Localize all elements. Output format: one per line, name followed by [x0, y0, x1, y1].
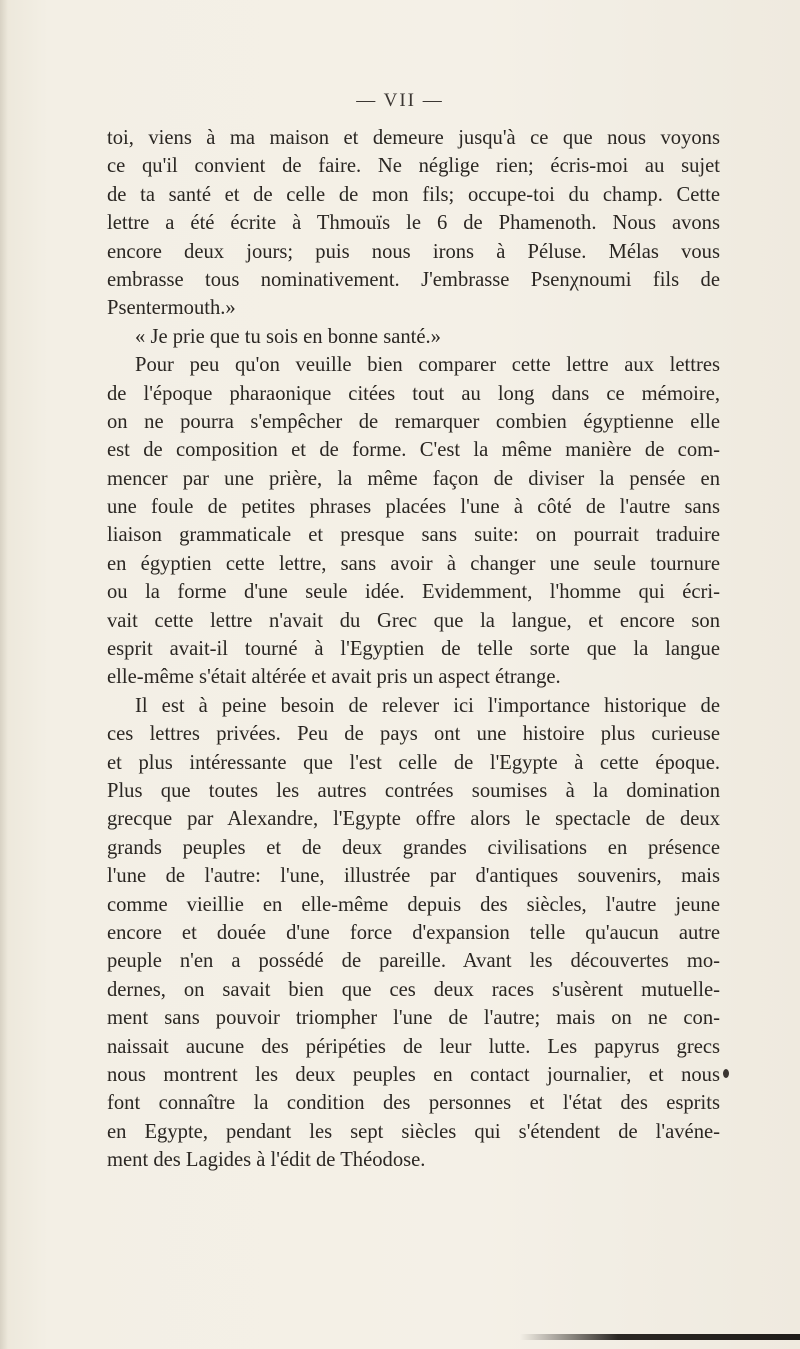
body-text — [107, 124, 720, 1174]
text-line: comme vieillie en elle-même depuis des siècles, l'autre jeune — [107, 893, 720, 916]
text-line: nous montrent les deux peuples en contact journalier, et nous — [107, 1063, 720, 1086]
text-line: liaison grammaticale et presque sans suite: on pourrait traduire — [107, 524, 720, 547]
page-edge-shadow — [0, 0, 8, 1349]
text-line: ces lettres privées. Peu de pays ont une histoire plus curieuse — [107, 723, 720, 746]
page-bottom-shadow — [520, 1334, 800, 1340]
text-line: dernes, on savait bien que ces deux races s'usèrent mutuelle- — [107, 978, 720, 1001]
text-line: en égyptien cette lettre, sans avoir à changer une seule tournure — [107, 552, 720, 575]
text-line: font connaître la condition des personnes et l'état des esprits — [107, 1092, 720, 1115]
text-line: Pour peu qu'on veuille bien comparer cette lettre aux lettres — [135, 354, 720, 377]
text-line: vait cette lettre n'avait du Grec que la langue, et encore son — [107, 609, 720, 632]
text-line: et plus intéressante que l'est celle de l'Egypte à cette époque. — [107, 751, 720, 774]
text-line: lettre a été écrite à Thmouïs le 6 de Phamenoth. Nous avons — [107, 212, 720, 235]
text-line: de l'époque pharaonique citées tout au long dans ce mémoire, — [107, 382, 720, 405]
text-line: de ta santé et de celle de mon fils; occupe-toi du champ. Cette — [107, 183, 720, 206]
text-line: toi, viens à ma maison et demeure jusqu'à ce que nous voyons — [107, 127, 720, 149]
text-line: encore et douée d'une force d'expansion telle qu'aucun autre — [107, 921, 720, 944]
text-line: ou la forme d'une seule idée. Evidemment, l'homme qui écri- — [107, 581, 720, 604]
text-line: ment des Lagides à l'édit de Théodose. — [107, 1149, 426, 1172]
ink-spot — [723, 1069, 729, 1078]
text-line: Plus que toutes les autres contrées soumises à la domination — [107, 779, 720, 802]
text-line: mencer par une prière, la même façon de diviser la pensée en — [107, 467, 720, 490]
text-line: l'une de l'autre: l'une, illustrée par d'antiques souvenirs, mais — [107, 865, 720, 888]
text-line: grecque par Alexandre, l'Egypte offre alors le spectacle de deux — [107, 808, 720, 831]
text-line: Psentermouth.» — [107, 297, 236, 320]
text-line: esprit avait-il tourné à l'Egyptien de telle sorte que la langue — [107, 638, 720, 661]
text-line: grands peuples et de deux grandes civilisations en présence — [107, 836, 720, 859]
text-line: ce qu'il convient de faire. Ne néglige rien; écris-moi au sujet — [107, 155, 720, 178]
text-line: Il est à peine besoin de relever ici l'importance historique de — [135, 694, 720, 717]
text-line: on ne pourra s'empêcher de remarquer combien égyptienne elle — [107, 410, 720, 433]
text-line: en Egypte, pendant les sept siècles qui s'étendent de l'avéne- — [107, 1120, 720, 1143]
text-line: « Je prie que tu sois en bonne santé.» — [135, 325, 441, 348]
text-line: ment sans pouvoir triompher l'une de l'autre; mais on ne con- — [107, 1007, 720, 1030]
text-line: embrasse tous nominativement. J'embrasse Psenχnoumi fils de — [107, 268, 720, 291]
text-line: est de composition et de forme. C'est la même manière de com- — [107, 439, 720, 462]
text-line: encore deux jours; puis nous irons à Péluse. Mélas vous — [107, 240, 720, 263]
text-line: une foule de petites phrases placées l'une à côté de l'autre sans — [107, 496, 720, 519]
text-line: elle-même s'était altérée et avait pris un aspect étrange. — [107, 666, 561, 689]
text-line: naissait aucune des péripéties de leur lutte. Les papyrus grecs — [107, 1035, 720, 1058]
running-head: — VII — — [356, 90, 444, 111]
text-line: peuple n'en a possédé de pareille. Avant les découvertes mo- — [107, 950, 720, 973]
